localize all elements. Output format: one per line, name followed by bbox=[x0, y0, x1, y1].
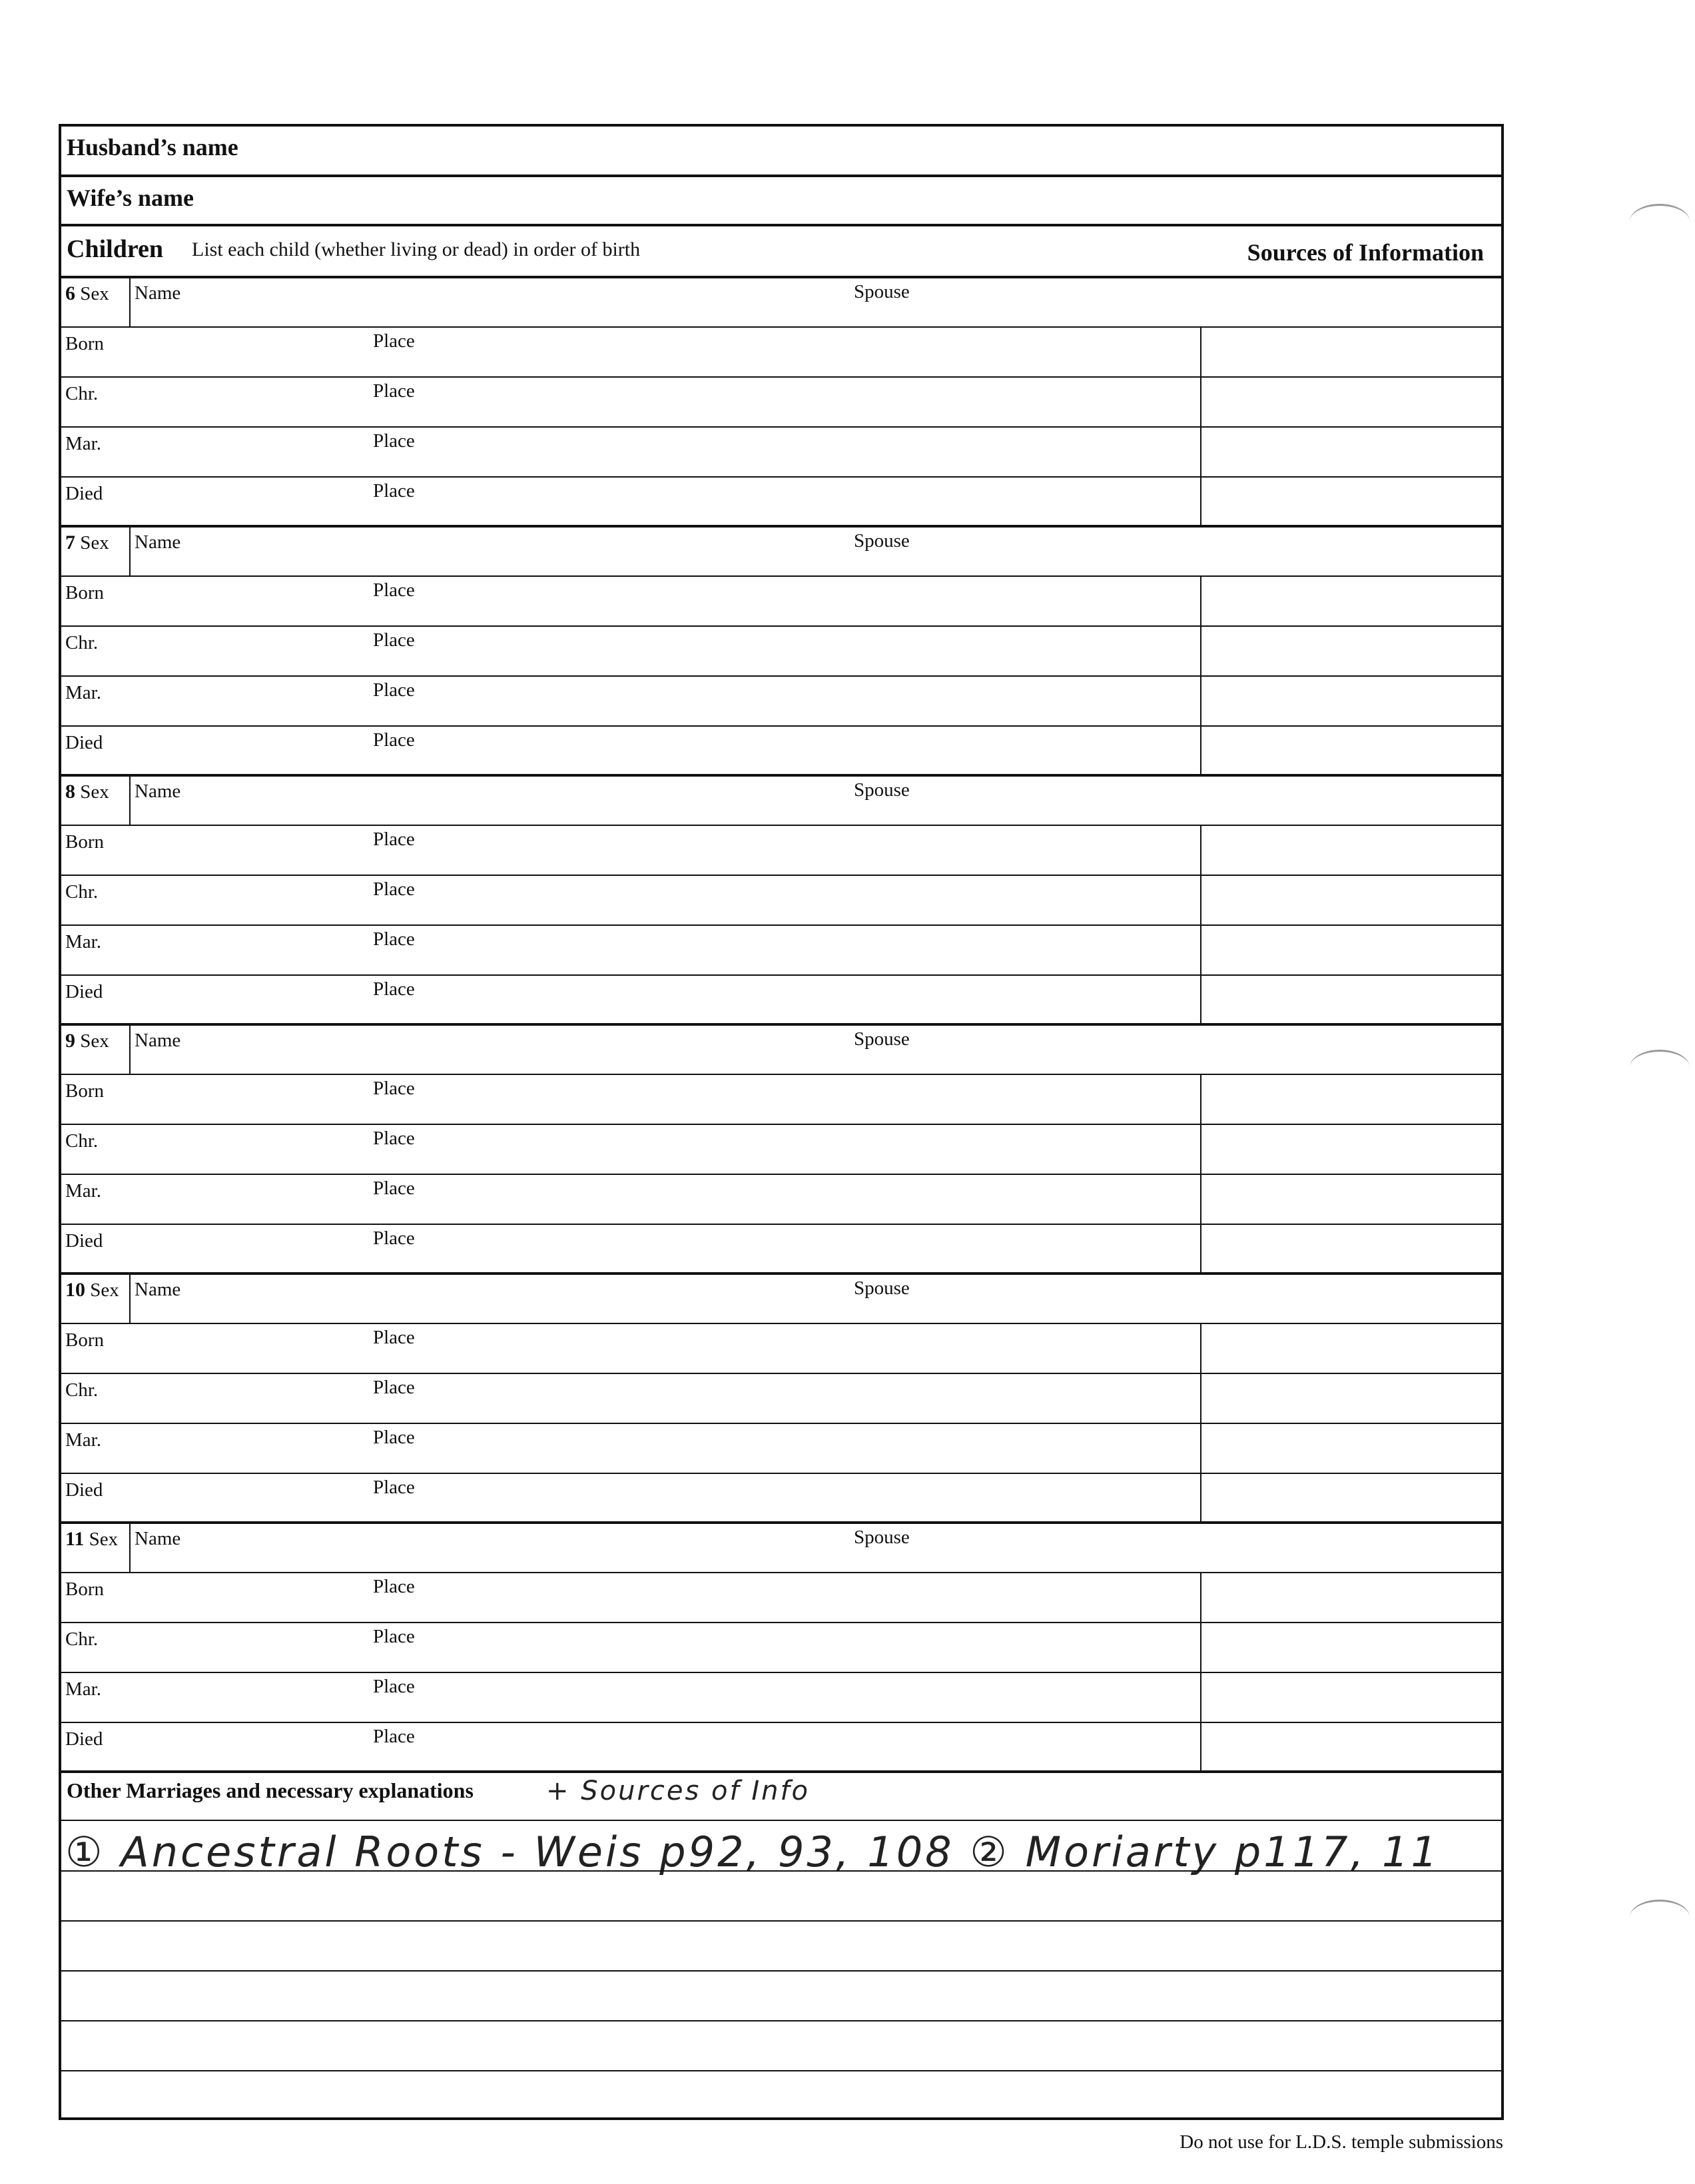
punch-hole-mark bbox=[1630, 1050, 1690, 1085]
wife-label: Wife’s name bbox=[67, 184, 194, 211]
sex-divider bbox=[129, 777, 131, 825]
place-label: Place bbox=[373, 928, 415, 950]
child-number: 10 Sex bbox=[65, 1279, 119, 1301]
event-label: Died bbox=[65, 732, 103, 753]
event-label: Born bbox=[65, 1579, 104, 1600]
event-row-born[interactable] bbox=[61, 826, 1501, 876]
sex-divider bbox=[129, 1275, 131, 1323]
spouse-label: Spouse bbox=[854, 779, 910, 801]
place-label: Place bbox=[373, 1576, 415, 1597]
event-label: Died bbox=[65, 981, 103, 1002]
child-number: 7 Sex bbox=[65, 532, 109, 553]
sources-heading: Sources of Information bbox=[1247, 239, 1484, 266]
event-row-died[interactable] bbox=[61, 478, 1501, 528]
place-label: Place bbox=[373, 729, 415, 751]
event-row-chr[interactable] bbox=[61, 876, 1501, 926]
sex-divider bbox=[129, 1026, 131, 1074]
event-label: Died bbox=[65, 1479, 103, 1501]
event-label: Chr. bbox=[65, 1130, 99, 1152]
event-row-mar[interactable] bbox=[61, 1424, 1501, 1474]
name-label: Name bbox=[135, 282, 181, 304]
place-label: Place bbox=[373, 1078, 415, 1099]
event-row-born[interactable] bbox=[61, 1324, 1501, 1374]
event-label: Born bbox=[65, 333, 104, 354]
event-row-mar[interactable] bbox=[61, 1175, 1501, 1225]
punch-hole-mark bbox=[1630, 204, 1690, 239]
place-label: Place bbox=[373, 978, 415, 1000]
place-label: Place bbox=[373, 330, 415, 352]
place-label: Place bbox=[373, 1626, 415, 1647]
place-label: Place bbox=[373, 829, 415, 850]
family-group-form bbox=[59, 124, 1504, 2120]
child-block bbox=[61, 1275, 1501, 1524]
child-block bbox=[61, 1524, 1501, 1773]
other-marriages-title: Other Marriages and necessary explanations bbox=[67, 1778, 474, 1802]
spouse-label: Spouse bbox=[854, 1028, 910, 1050]
place-label: Place bbox=[373, 1228, 415, 1249]
spouse-label: Spouse bbox=[854, 1277, 910, 1299]
notes-line bbox=[61, 2020, 1501, 2021]
event-row-died[interactable] bbox=[61, 976, 1501, 1026]
children-instruction: List each child (whether living or dead) in order of birth bbox=[192, 238, 641, 260]
child-number: 9 Sex bbox=[65, 1030, 109, 1052]
place-label: Place bbox=[373, 1327, 415, 1348]
place-label: Place bbox=[373, 629, 415, 651]
event-row-mar[interactable] bbox=[61, 926, 1501, 976]
event-label: Died bbox=[65, 1728, 103, 1750]
place-label: Place bbox=[373, 1377, 415, 1398]
place-label: Place bbox=[373, 1726, 415, 1747]
event-label: Born bbox=[65, 582, 104, 603]
event-row-chr[interactable] bbox=[61, 627, 1501, 677]
event-row-chr[interactable] bbox=[61, 1125, 1501, 1175]
handwritten-sources-note: ① Ancestral Roots - Weis p92, 93, 108 ② Moriarty p117, 11 bbox=[65, 1828, 1440, 1876]
event-label: Chr. bbox=[65, 1379, 99, 1401]
event-label: Chr. bbox=[65, 881, 99, 903]
event-row-born[interactable] bbox=[61, 577, 1501, 627]
event-label: Died bbox=[65, 483, 103, 504]
sources-column-divider bbox=[1200, 328, 1201, 525]
child-block bbox=[61, 777, 1501, 1026]
event-label: Born bbox=[65, 1080, 104, 1102]
place-label: Place bbox=[373, 1477, 415, 1498]
child-name-row[interactable] bbox=[61, 777, 1501, 826]
event-label: Chr. bbox=[65, 632, 99, 653]
sources-column-divider bbox=[1200, 826, 1201, 1023]
child-number: 8 Sex bbox=[65, 781, 109, 803]
handwritten-sources-heading: + Sources of Info bbox=[546, 1776, 811, 1806]
name-label: Name bbox=[135, 1030, 181, 1051]
event-row-died[interactable] bbox=[61, 727, 1501, 777]
child-block bbox=[61, 1026, 1501, 1275]
notes-line bbox=[61, 1920, 1501, 1922]
child-number: 11 Sex bbox=[65, 1528, 119, 1550]
child-name-row[interactable] bbox=[61, 1026, 1501, 1075]
sex-divider bbox=[129, 278, 131, 326]
spouse-label: Spouse bbox=[854, 530, 910, 551]
other-marriages-section[interactable] bbox=[61, 1773, 1501, 2119]
event-row-mar[interactable] bbox=[61, 1673, 1501, 1723]
event-label: Mar. bbox=[65, 1180, 101, 1202]
place-label: Place bbox=[373, 879, 415, 900]
wife-row[interactable] bbox=[61, 177, 1501, 226]
name-label: Name bbox=[135, 1528, 181, 1549]
name-label: Name bbox=[135, 1279, 181, 1300]
place-label: Place bbox=[373, 1178, 415, 1199]
event-row-mar[interactable] bbox=[61, 677, 1501, 727]
event-label: Died bbox=[65, 1230, 103, 1252]
event-label: Born bbox=[65, 1329, 104, 1351]
punch-hole-mark bbox=[1630, 1900, 1690, 1935]
event-label: Mar. bbox=[65, 1429, 101, 1451]
footer-note: Do not use for L.D.S. temple submissions bbox=[1180, 2131, 1503, 2153]
child-name-row[interactable] bbox=[61, 1524, 1501, 1573]
event-row-died[interactable] bbox=[61, 1474, 1501, 1524]
event-label: Born bbox=[65, 831, 104, 853]
event-label: Mar. bbox=[65, 931, 101, 952]
sources-column-divider bbox=[1200, 1075, 1201, 1272]
event-label: Chr. bbox=[65, 1629, 99, 1650]
place-label: Place bbox=[373, 579, 415, 601]
child-block bbox=[61, 278, 1501, 528]
place-label: Place bbox=[373, 679, 415, 701]
sources-column-divider bbox=[1200, 1324, 1201, 1521]
event-row-chr[interactable] bbox=[61, 378, 1501, 428]
notes-line bbox=[61, 1870, 1501, 1872]
husband-row[interactable] bbox=[61, 127, 1501, 177]
place-label: Place bbox=[373, 430, 415, 452]
event-row-born[interactable] bbox=[61, 328, 1501, 378]
event-label: Mar. bbox=[65, 433, 101, 454]
sex-divider bbox=[129, 1524, 131, 1572]
event-row-chr[interactable] bbox=[61, 1623, 1501, 1673]
event-row-died[interactable] bbox=[61, 1723, 1501, 1773]
notes-line bbox=[61, 2070, 1501, 2071]
event-row-born[interactable] bbox=[61, 1573, 1501, 1623]
notes-line bbox=[61, 1820, 1501, 1821]
notes-line bbox=[61, 1970, 1501, 1972]
child-block bbox=[61, 528, 1501, 777]
child-name-row[interactable] bbox=[61, 1275, 1501, 1324]
place-label: Place bbox=[373, 1128, 415, 1149]
children-header bbox=[61, 226, 1501, 278]
child-number: 6 Sex bbox=[65, 282, 109, 304]
event-row-born[interactable] bbox=[61, 1075, 1501, 1125]
event-row-chr[interactable] bbox=[61, 1374, 1501, 1424]
sources-column-divider bbox=[1200, 1573, 1201, 1770]
child-name-row[interactable] bbox=[61, 528, 1501, 577]
place-label: Place bbox=[373, 1427, 415, 1448]
husband-label: Husband’s name bbox=[67, 134, 238, 161]
event-label: Mar. bbox=[65, 1678, 101, 1700]
event-row-died[interactable] bbox=[61, 1225, 1501, 1275]
sex-divider bbox=[129, 528, 131, 575]
event-label: Mar. bbox=[65, 682, 101, 703]
event-label: Chr. bbox=[65, 383, 99, 404]
child-name-row[interactable] bbox=[61, 278, 1501, 328]
place-label: Place bbox=[373, 1676, 415, 1697]
children-title: Children bbox=[67, 235, 164, 263]
place-label: Place bbox=[373, 380, 415, 402]
sources-column-divider bbox=[1200, 577, 1201, 774]
spouse-label: Spouse bbox=[854, 281, 910, 302]
name-label: Name bbox=[135, 532, 181, 553]
place-label: Place bbox=[373, 480, 415, 502]
name-label: Name bbox=[135, 781, 181, 802]
event-row-mar[interactable] bbox=[61, 428, 1501, 478]
spouse-label: Spouse bbox=[854, 1527, 910, 1548]
